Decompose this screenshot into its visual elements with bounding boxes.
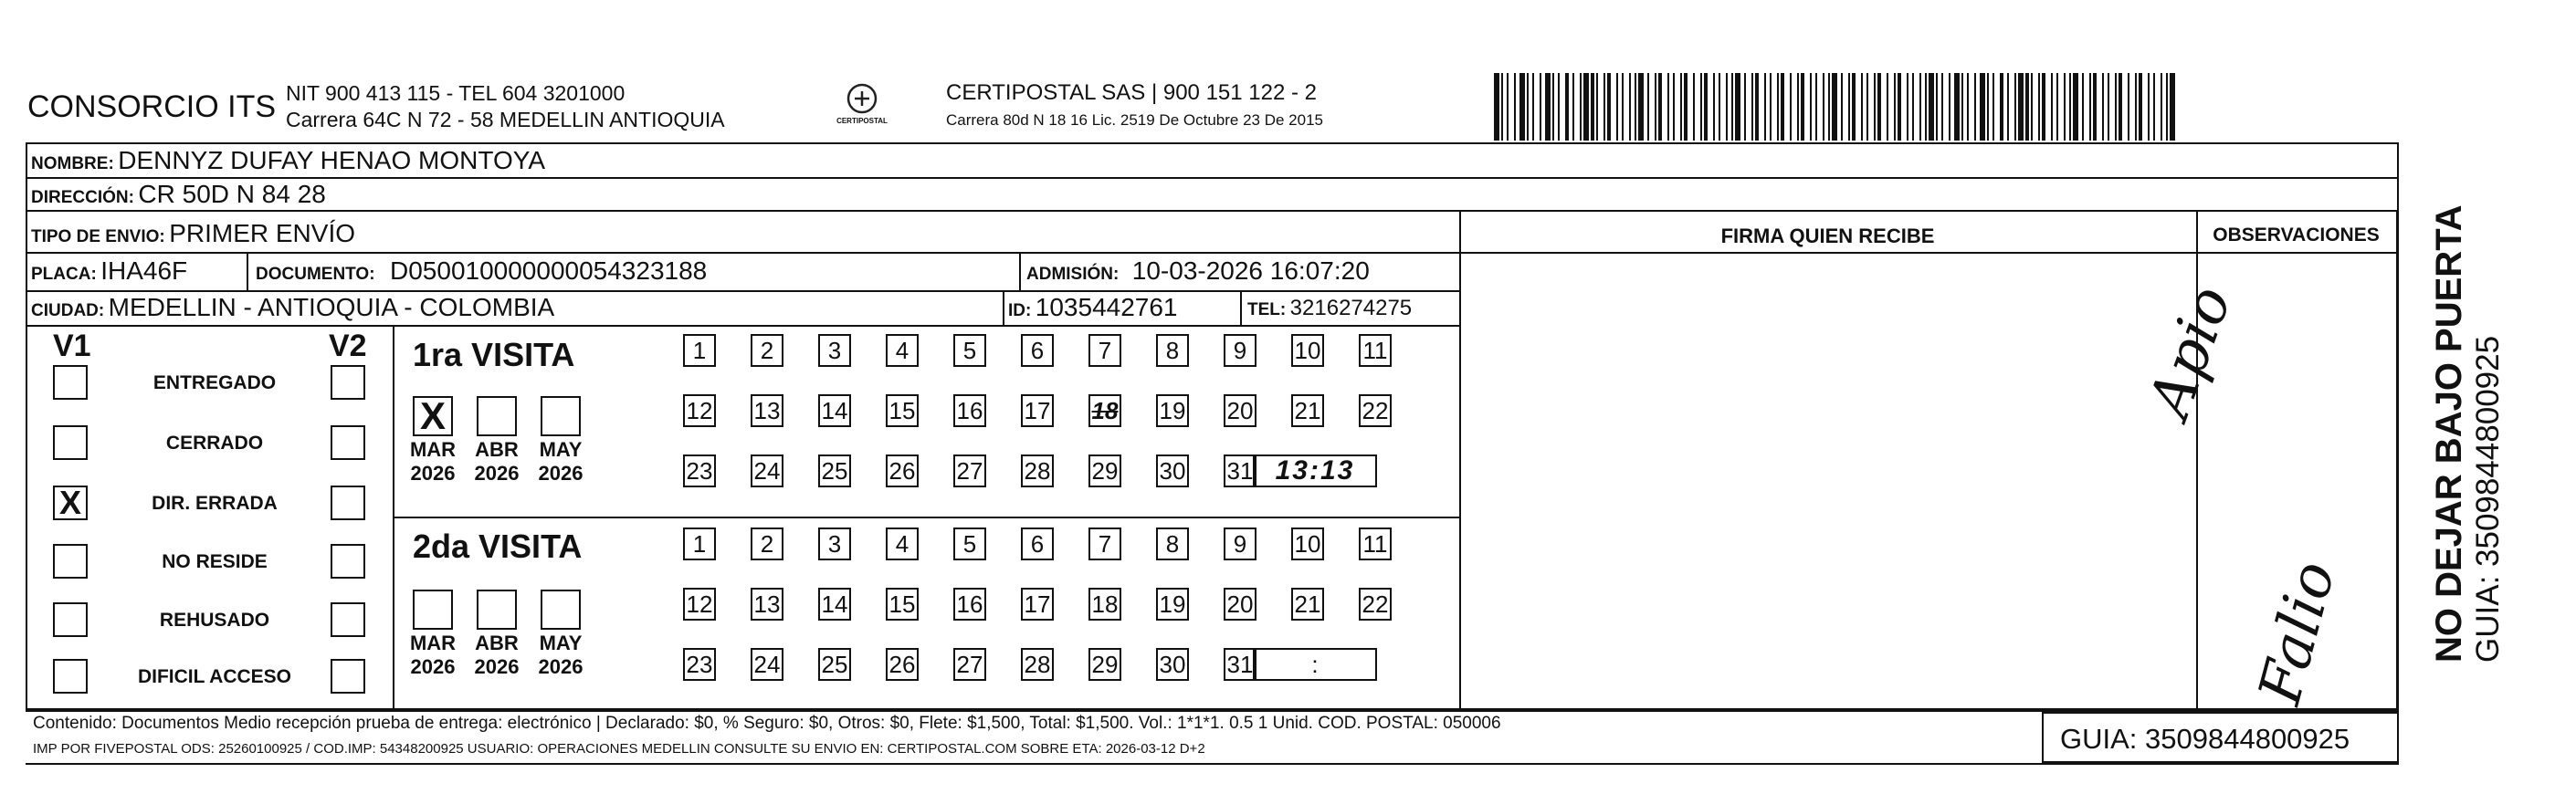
day-box[interactable]: 18 xyxy=(1088,394,1121,427)
barcode-bar xyxy=(1852,73,1856,141)
barcode-bar xyxy=(2170,73,2175,141)
barcode-bar xyxy=(1936,73,1938,141)
day-box[interactable]: 16 xyxy=(953,588,986,621)
barcode-bar xyxy=(1713,73,1715,141)
day-box[interactable]: 19 xyxy=(1156,394,1189,427)
day-box[interactable]: 28 xyxy=(1021,648,1054,681)
admision-divider xyxy=(1019,252,1021,290)
status-label: REHUSADO xyxy=(159,610,270,631)
day-box[interactable]: 22 xyxy=(1359,394,1392,427)
month-year: 2026 xyxy=(538,655,584,678)
month-label xyxy=(533,438,588,486)
tel-label: TEL: xyxy=(1247,300,1287,319)
obs-right-divider xyxy=(2396,210,2398,710)
barcode-bar xyxy=(2135,73,2137,141)
v2-label: V2 xyxy=(329,329,367,363)
barcode-bar xyxy=(1558,73,1560,141)
v2-checkbox[interactable] xyxy=(331,425,365,460)
direccion-row xyxy=(31,180,326,209)
barcode-bar xyxy=(1532,73,1534,141)
v2-checkbox[interactable] xyxy=(331,602,365,637)
day-box[interactable]: 16 xyxy=(953,394,986,427)
nombre-label: NOMBRE: xyxy=(31,154,114,173)
barcode-bar xyxy=(1684,73,1688,141)
month-label xyxy=(405,438,460,486)
barcode-bar xyxy=(1545,73,1551,141)
placa-label: PLACA: xyxy=(31,265,97,284)
day-box[interactable]: 3 xyxy=(818,334,851,367)
direccion-label: DIRECCIÓN: xyxy=(31,188,134,207)
handwritten-signature: Falio xyxy=(2246,554,2350,712)
day-box[interactable]: 11 xyxy=(1359,528,1392,560)
status-label: NO RESIDE xyxy=(162,551,268,572)
tel-value: 3216274275 xyxy=(1289,296,1413,320)
certipostal-logo xyxy=(833,80,891,133)
day-box[interactable]: 9 xyxy=(1224,528,1256,560)
firma-header-divider xyxy=(1459,252,2399,254)
v1-checkbox[interactable] xyxy=(53,602,88,637)
day-box[interactable]: 15 xyxy=(886,394,919,427)
certipostal-license: Carrera 80d N 18 16 Lic. 2519 De Octubre 23 De 2015 xyxy=(946,111,1323,129)
barcode-bar xyxy=(1751,73,1753,141)
month-label xyxy=(405,632,460,679)
month-name: ABR xyxy=(475,632,519,654)
barcode-bar xyxy=(1591,73,1594,141)
logo-text: CERTIPOSTAL xyxy=(836,117,888,125)
nombre-row xyxy=(31,146,545,175)
day-box[interactable]: 2 xyxy=(751,334,783,367)
barcode-bar xyxy=(2031,73,2033,141)
barcode-bar xyxy=(2089,73,2091,141)
barcode-bar xyxy=(2056,73,2058,141)
day-box[interactable]: 5 xyxy=(953,334,986,367)
barcode-bar xyxy=(1925,73,1927,141)
barcode-bar xyxy=(1894,73,1896,141)
id-label: ID: xyxy=(1008,301,1032,320)
tipo-row xyxy=(31,219,355,248)
month-checkbox[interactable] xyxy=(541,396,581,436)
barcode-bar xyxy=(1501,73,1503,141)
barcode-bar xyxy=(1647,73,1649,141)
barcode-bar xyxy=(1552,73,1554,141)
month-name: MAR xyxy=(409,438,457,461)
barcode-bar xyxy=(2007,73,2009,141)
day-box[interactable]: 1 xyxy=(683,334,716,367)
barcode-bar xyxy=(1719,73,1720,141)
time-box[interactable]: 13:13 xyxy=(1253,454,1377,487)
barcode-bar xyxy=(1704,73,1708,141)
barcode-bar xyxy=(1583,73,1589,141)
barcode-bar xyxy=(2128,73,2129,141)
certipostal-info xyxy=(946,80,1323,130)
day-box[interactable]: 3 xyxy=(818,528,851,560)
barcode-bar xyxy=(1764,73,1766,141)
id-divider xyxy=(1003,290,1004,325)
barcode-bar xyxy=(2038,73,2040,141)
day-box[interactable]: 20 xyxy=(1224,588,1256,621)
month-checkbox[interactable] xyxy=(413,590,453,630)
barcode-bar xyxy=(1828,73,1830,141)
barcode-bar xyxy=(1735,73,1740,141)
barcode-bar xyxy=(1565,73,1569,141)
barcode-bar xyxy=(2018,73,2024,141)
id-value: 1035442761 xyxy=(1035,293,1178,321)
barcode xyxy=(1494,73,2175,141)
firma-divider xyxy=(1459,210,1461,710)
barcode-bar xyxy=(2139,73,2142,141)
v2-checkbox[interactable] xyxy=(331,486,365,520)
company-name: CONSORCIO ITS xyxy=(27,89,277,124)
day-box[interactable]: 6 xyxy=(1021,334,1054,367)
day-box[interactable]: 2 xyxy=(751,528,783,560)
barcode-bar xyxy=(1949,73,1950,141)
observaciones-header: OBSERVACIONES xyxy=(2213,225,2380,246)
placa-value: IHA46F xyxy=(100,256,188,285)
day-box[interactable]: 13 xyxy=(751,394,783,427)
month-label xyxy=(469,438,524,486)
barcode-bar xyxy=(1797,73,1799,141)
barcode-bar xyxy=(2102,73,2104,141)
day-box[interactable]: 17 xyxy=(1021,394,1054,427)
day-box[interactable]: 26 xyxy=(886,648,919,681)
day-box[interactable]: 29 xyxy=(1088,454,1121,487)
barcode-bar xyxy=(1861,73,1863,141)
barcode-bar xyxy=(1866,73,1868,141)
day-box[interactable]: 14 xyxy=(818,394,851,427)
barcode-bar xyxy=(1848,73,1850,141)
barcode-bar xyxy=(1572,73,1574,141)
month-name: ABR xyxy=(475,438,519,461)
month-label xyxy=(533,632,588,679)
month-year: 2026 xyxy=(410,655,456,678)
ciudad-row xyxy=(31,293,554,322)
day-box[interactable]: 29 xyxy=(1088,648,1121,681)
day-box[interactable]: 11 xyxy=(1359,334,1392,367)
day-box[interactable]: 31 xyxy=(1224,648,1256,681)
day-box[interactable]: 4 xyxy=(886,334,919,367)
barcode-bar xyxy=(1693,73,1695,141)
company-address: Carrera 64C N 72 - 58 MEDELLIN ANTIOQUIA xyxy=(286,108,725,131)
barcode-bar xyxy=(1616,73,1618,141)
v1-checkbox[interactable]: X xyxy=(53,486,88,520)
barcode-bar xyxy=(1514,73,1516,141)
barcode-bar xyxy=(1770,73,1772,141)
day-box[interactable]: 24 xyxy=(751,648,783,681)
day-box[interactable]: 1 xyxy=(683,528,716,560)
admision-value: 10-03-2026 16:07:20 xyxy=(1131,256,1370,285)
day-box[interactable]: 30 xyxy=(1156,454,1189,487)
month-year: 2026 xyxy=(410,462,456,485)
barcode-bar xyxy=(1967,73,1969,141)
side-notice xyxy=(2429,204,2507,663)
barcode-bar xyxy=(2000,73,2003,141)
barcode-bar xyxy=(1841,73,1843,141)
barcode-bar xyxy=(2166,73,2168,141)
side-guia: GUIA: 3509844800925 xyxy=(2470,335,2506,663)
tipo-value: PRIMER ENVÍO xyxy=(169,219,356,247)
barcode-bar xyxy=(2115,73,2117,141)
barcode-bar xyxy=(1700,73,1702,141)
barcode-bar xyxy=(1777,73,1779,141)
day-box[interactable]: 22 xyxy=(1359,588,1392,621)
month-name: MAY xyxy=(539,632,583,654)
day-box[interactable]: 31 xyxy=(1224,454,1256,487)
month-checkbox[interactable] xyxy=(477,590,517,630)
footer-line2: IMP POR FIVEPOSTAL ODS: 25260100925 / COD.IMP: 54348200925 USUARIO: OPERACIONES MEDELLIN CONSULTE SU ENVIO EN: CERTIPOSTAL.COM SOBRE ETA: 2026-03-12 D+2 xyxy=(33,741,1205,757)
day-box[interactable]: 7 xyxy=(1088,528,1121,560)
v2-checkbox[interactable] xyxy=(331,365,365,400)
barcode-bar xyxy=(1629,73,1631,141)
documento-value: D050010000000054323188 xyxy=(390,256,708,285)
bottom-line xyxy=(26,763,2399,765)
day-box[interactable]: 13 xyxy=(751,588,783,621)
barcode-bar xyxy=(1635,73,1636,141)
barcode-bar xyxy=(1655,73,1656,141)
barcode-bar xyxy=(1638,73,1644,141)
v1-checkbox[interactable] xyxy=(53,425,88,460)
barcode-bar xyxy=(1815,73,1817,141)
barcode-bar xyxy=(1667,73,1669,141)
barcode-bar xyxy=(1874,73,1876,141)
barcode-bar xyxy=(1622,73,1624,141)
barcode-bar xyxy=(1907,73,1908,141)
barcode-bar xyxy=(2069,73,2071,141)
visit1-title: 1ra VISITA xyxy=(413,336,575,373)
barcode-bar xyxy=(2119,73,2122,141)
status-label: DIFICIL ACCESO xyxy=(137,666,291,687)
barcode-bar xyxy=(1810,73,1812,141)
placa-row xyxy=(31,256,187,286)
barcode-bar xyxy=(1527,73,1529,141)
barcode-bar xyxy=(1941,73,1943,141)
month-year: 2026 xyxy=(474,655,520,678)
day-box[interactable]: 21 xyxy=(1291,394,1324,427)
month-year: 2026 xyxy=(538,462,584,485)
day-box[interactable]: 10 xyxy=(1291,528,1324,560)
barcode-bar xyxy=(1961,73,1963,141)
barcode-bar xyxy=(1898,73,1901,141)
barcode-bar xyxy=(2073,73,2078,141)
barcode-bar xyxy=(1877,73,1881,141)
v2-checkbox[interactable] xyxy=(331,659,365,694)
barcode-bar xyxy=(1790,73,1792,141)
v2-checkbox[interactable] xyxy=(331,544,365,579)
day-box[interactable]: 14 xyxy=(818,588,851,621)
barcode-bar xyxy=(1832,73,1837,141)
day-box[interactable]: 23 xyxy=(683,454,716,487)
barcode-bar xyxy=(1658,73,1662,141)
month-year: 2026 xyxy=(474,462,520,485)
row-divider xyxy=(26,210,2399,212)
month-checkbox[interactable] xyxy=(541,590,581,630)
barcode-bar xyxy=(1929,73,1934,141)
day-box[interactable]: 18 xyxy=(1088,588,1121,621)
tipo-label: TIPO DE ENVIO: xyxy=(31,227,165,246)
firma-header: FIRMA QUIEN RECIBE xyxy=(1720,225,1935,247)
id-row xyxy=(1008,293,1178,322)
day-box[interactable]: 5 xyxy=(953,528,986,560)
admision-label: ADMISIÓN: xyxy=(1026,265,1120,284)
barcode-bar xyxy=(1507,73,1509,141)
barcode-bar xyxy=(1519,73,1525,141)
barcode-bar xyxy=(1987,73,1989,141)
day-box[interactable]: 24 xyxy=(751,454,783,487)
barcode-bar xyxy=(2161,73,2162,141)
barcode-bar xyxy=(2042,73,2045,141)
barcode-bar xyxy=(2082,73,2084,141)
side-warning: NO DEJAR BAJO PUERTA xyxy=(2429,204,2469,663)
row-divider xyxy=(26,177,2399,179)
day-box[interactable]: 17 xyxy=(1021,588,1054,621)
barcode-bar xyxy=(1673,73,1675,141)
v1-label: V1 xyxy=(53,329,91,363)
visit2-title: 2da VISITA xyxy=(413,528,583,565)
barcode-bar xyxy=(1912,73,1914,141)
barcode-bar xyxy=(2014,73,2016,141)
barcode-bar xyxy=(1992,73,1994,141)
barcode-bar xyxy=(1755,73,1759,141)
v1-checkbox[interactable] xyxy=(53,365,88,400)
visit-divider xyxy=(393,517,1459,518)
day-box[interactable]: 8 xyxy=(1156,528,1189,560)
barcode-bar xyxy=(1744,73,1746,141)
day-box[interactable]: 12 xyxy=(683,588,716,621)
barcode-bar xyxy=(1494,73,1499,141)
barcode-bar xyxy=(1919,73,1921,141)
day-box[interactable]: 8 xyxy=(1156,334,1189,367)
day-box[interactable]: 20 xyxy=(1224,394,1256,427)
certipostal-name: CERTIPOSTAL SAS | 900 151 122 - 2 xyxy=(946,80,1317,105)
observation-text: Apio xyxy=(2136,277,2245,426)
company-nit: NIT 900 413 115 - TEL 604 3201000 xyxy=(286,81,626,105)
day-box[interactable]: 9 xyxy=(1224,334,1256,367)
barcode-bar xyxy=(2108,73,2109,141)
barcode-bar xyxy=(2064,73,2066,141)
ciudad-label: CIUDAD: xyxy=(31,301,105,320)
status-label: CERRADO xyxy=(165,433,264,454)
barcode-bar xyxy=(1980,73,1985,141)
placa-divider xyxy=(247,252,248,290)
tel-divider xyxy=(1240,290,1242,325)
day-box[interactable]: 30 xyxy=(1156,648,1189,681)
company-info xyxy=(286,80,725,133)
day-box[interactable]: 23 xyxy=(683,648,716,681)
day-box[interactable]: 19 xyxy=(1156,588,1189,621)
day-box[interactable]: 10 xyxy=(1291,334,1324,367)
day-box[interactable]: 27 xyxy=(953,454,986,487)
barcode-bar xyxy=(2025,73,2029,141)
barcode-bar xyxy=(1954,73,1960,141)
row-divider xyxy=(26,290,1459,292)
day-box[interactable]: 27 xyxy=(953,648,986,681)
day-box[interactable]: 4 xyxy=(886,528,919,560)
day-box[interactable]: 28 xyxy=(1021,454,1054,487)
barcode-bar xyxy=(1726,73,1728,141)
status-label: ENTREGADO xyxy=(152,372,277,393)
day-box[interactable]: 6 xyxy=(1021,528,1054,560)
barcode-bar xyxy=(1540,73,1541,141)
barcode-bar xyxy=(1607,73,1611,141)
direccion-value: CR 50D N 84 28 xyxy=(138,180,326,208)
guia-value: GUIA: 3509844800925 xyxy=(2060,723,2350,755)
barcode-bar xyxy=(1974,73,1976,141)
time-box[interactable]: : xyxy=(1253,648,1377,681)
barcode-bar xyxy=(1596,73,1598,141)
tel-row xyxy=(1247,296,1412,321)
barcode-bar xyxy=(1580,73,1582,141)
row-divider xyxy=(26,325,1459,327)
admision-row xyxy=(1026,256,1370,286)
day-box[interactable]: 25 xyxy=(818,454,851,487)
month-label xyxy=(469,632,524,679)
day-box[interactable]: 15 xyxy=(886,588,919,621)
v1-checkbox[interactable] xyxy=(53,544,88,579)
barcode-bar xyxy=(1731,73,1733,141)
barcode-bar xyxy=(1801,73,1804,141)
month-name: MAR xyxy=(409,632,457,654)
barcode-bar xyxy=(1887,73,1888,141)
barcode-bar xyxy=(2051,73,2053,141)
barcode-bar xyxy=(1823,73,1824,141)
nombre-value: DENNYZ DUFAY HENAO MONTOYA xyxy=(118,146,546,174)
documento-row xyxy=(256,256,707,286)
day-box[interactable]: 7 xyxy=(1088,334,1121,367)
barcode-bar xyxy=(1680,73,1682,141)
footer-line1: Contenido: Documentos Medio recepción prueba de entrega: electrónico | Declarado: $0, % Seguro: $0, Otros: $0, Flete: $1,500, Total: $1,500. Vol.: 1*1*1. 0.5 1 Unid. COD. POSTAL: 050006 xyxy=(33,714,1501,733)
barcode-bar xyxy=(2093,73,2097,141)
day-box[interactable]: 26 xyxy=(886,454,919,487)
barcode-bar xyxy=(1603,73,1605,141)
month-checkbox[interactable] xyxy=(477,396,517,436)
day-box[interactable]: 25 xyxy=(818,648,851,681)
day-box[interactable]: 12 xyxy=(683,394,716,427)
month-name: MAY xyxy=(539,438,583,461)
v1-checkbox[interactable] xyxy=(53,659,88,694)
barcode-bar xyxy=(2153,73,2155,141)
day-box[interactable]: 21 xyxy=(1291,588,1324,621)
month-checkbox[interactable]: X xyxy=(413,396,453,436)
barcode-bar xyxy=(2148,73,2150,141)
barcode-bar xyxy=(1781,73,1784,141)
ciudad-value: MEDELLIN - ANTIOQUIA - COLOMBIA xyxy=(108,293,555,321)
documento-label: DOCUMENTO: xyxy=(256,265,375,284)
status-label: DIR. ERRADA xyxy=(152,493,278,514)
